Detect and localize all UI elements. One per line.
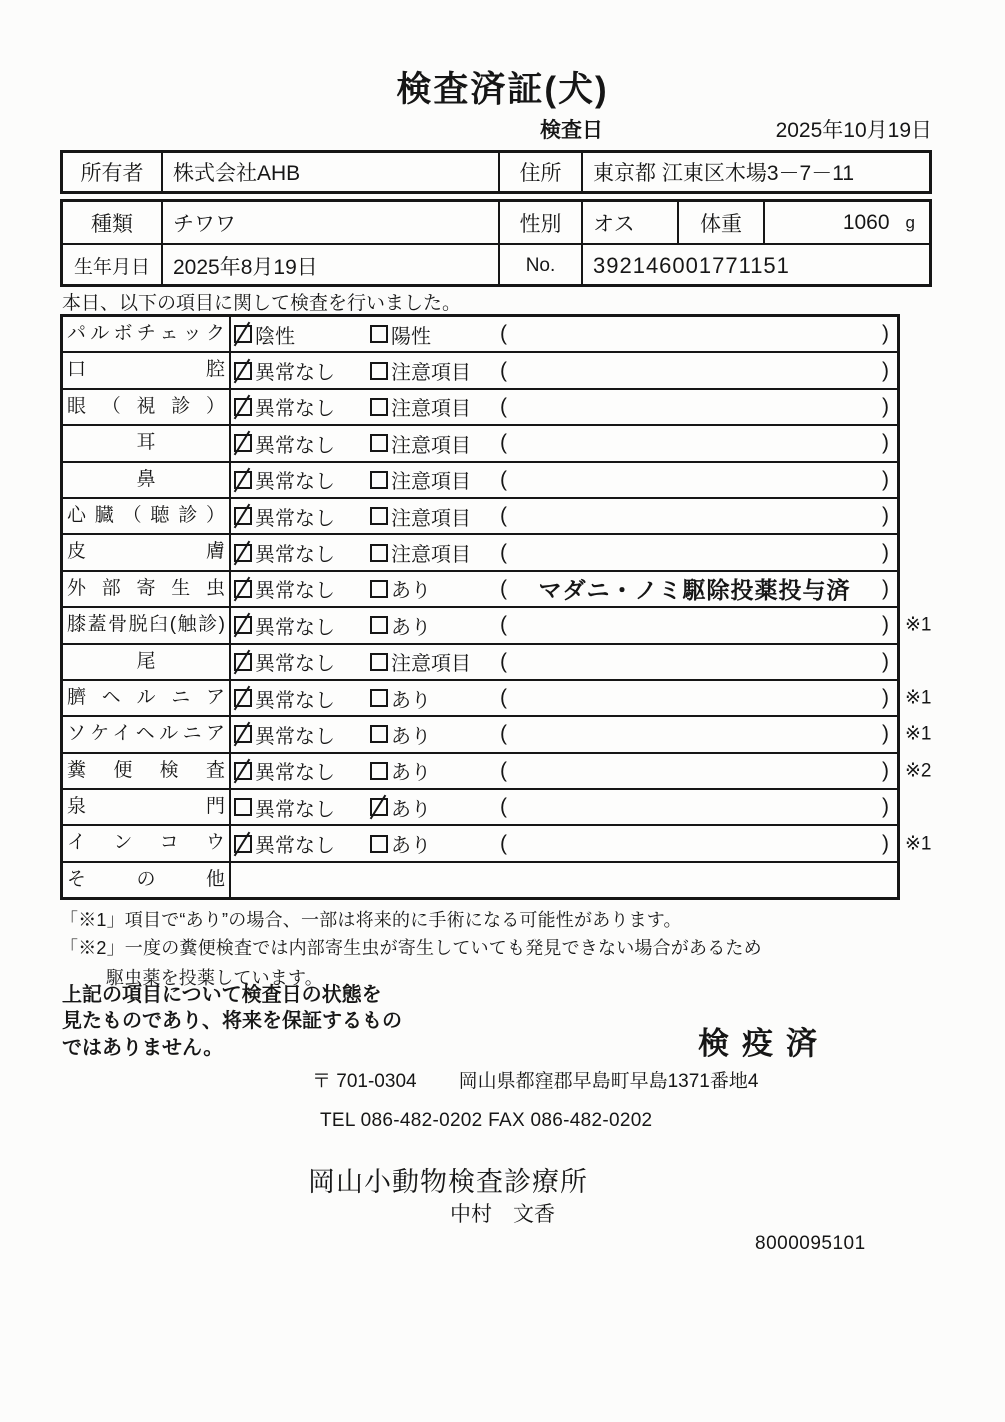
option-attention: 注意項目 — [370, 392, 500, 421]
checklist-table — [60, 314, 932, 900]
option-no-abnormality: 異常なし — [231, 502, 370, 531]
checklist-row-oral — [63, 353, 897, 389]
paren-open: ( — [500, 758, 507, 782]
item-label: 泉門 — [63, 790, 231, 824]
paren-open: ( — [500, 504, 507, 528]
disclaimer-line3: ではありません。 — [62, 1036, 224, 1059]
option-no-abnormality: 異常なし — [231, 465, 370, 494]
paren-close: ) — [882, 467, 889, 491]
checkbox-no-abnormality[interactable] — [234, 798, 252, 816]
option-positive: 陽性 — [370, 320, 500, 349]
disclaimer-line2: 見たものであり、将来を保証するもの — [62, 1010, 402, 1033]
paren-close: ) — [882, 795, 889, 819]
footnote-ref: ※1 — [905, 723, 932, 745]
clinic-address: 岡山県都窪郡早島町早島1371番地4 — [458, 1071, 759, 1092]
checklist-row-ectoparasites — [63, 572, 897, 608]
paren-close: ) — [882, 394, 889, 418]
checklist-row-inguinal-hernia — [63, 717, 932, 753]
address-label: 住所 — [500, 153, 583, 191]
footnote-2-line1: 「※2」一度の糞便検査では内部寄生虫が寄生していても発見できない場合があるため — [60, 938, 762, 958]
option-attention: 注意項目 — [370, 356, 500, 385]
item-label: 口腔 — [63, 353, 231, 387]
remark-parens — [500, 395, 897, 419]
paren-open: ( — [500, 431, 507, 455]
veterinarian-name: 中村 文香 — [450, 1203, 555, 1226]
checkbox-present[interactable] — [370, 725, 388, 743]
option-negative: 陰性 — [231, 320, 370, 349]
option-no-abnormality: 異常なし — [231, 611, 370, 640]
checkbox-attention[interactable] — [370, 434, 388, 452]
item-label: 耳 — [63, 426, 231, 460]
item-label: 鼻 — [63, 463, 231, 497]
checkbox-no-abnormality[interactable] — [234, 653, 252, 671]
item-label: パルボチェック — [63, 317, 231, 351]
breed-label: 種類 — [63, 202, 163, 243]
item-label: その他 — [63, 863, 231, 897]
checkbox-present[interactable] — [370, 580, 388, 598]
checkbox-no-abnormality[interactable] — [234, 580, 252, 598]
intro-sentence: 本日、以下の項目に関して検査を行いました。 — [62, 293, 462, 314]
checklist-row-fecal-exam — [63, 754, 932, 790]
remark-parens — [500, 504, 897, 528]
paren-close: ) — [882, 722, 889, 746]
owner-info-box — [60, 150, 932, 194]
paren-open: ( — [500, 831, 507, 855]
option-present: あり — [370, 574, 500, 603]
option-attention: 注意項目 — [370, 502, 500, 531]
inspection-date-label: 検査日 — [540, 119, 603, 142]
checklist-row-skin — [63, 535, 897, 571]
remark-parens — [500, 686, 897, 710]
remark-parens — [500, 431, 897, 455]
paren-open: ( — [500, 613, 507, 637]
weight-unit: g — [905, 212, 915, 232]
paren-close: ) — [882, 576, 889, 600]
checkbox-no-abnormality[interactable] — [234, 434, 252, 452]
option-no-abnormality: 異常なし — [231, 647, 370, 676]
checkbox-no-abnormality[interactable] — [234, 835, 252, 853]
owner-value: 株式会社AHB — [163, 153, 500, 191]
checklist-row-umbilical-hernia — [63, 681, 932, 717]
inspection-date-value: 2025年10月19日 — [775, 119, 932, 142]
checkbox-attention[interactable] — [370, 544, 388, 562]
item-label: 尾 — [63, 645, 231, 679]
remark-content: マダニ・ノミ駆除投薬投与済 — [538, 577, 851, 604]
inspection-date-line — [540, 114, 932, 144]
quarantine-stamp: 検疫済 — [698, 1026, 830, 1061]
other-empty-cell — [231, 863, 897, 897]
sex-value: オス — [583, 202, 679, 243]
item-label: 心臓（聴診） — [63, 499, 231, 533]
paren-open: ( — [500, 358, 507, 382]
option-no-abnormality: 異常なし — [231, 720, 370, 749]
option-no-abnormality: 異常なし — [231, 392, 370, 421]
checklist-row-tail — [63, 645, 897, 681]
paren-open: ( — [500, 649, 507, 673]
checkbox-no-abnormality[interactable] — [234, 544, 252, 562]
birthdate-value: 2025年8月19日 — [163, 245, 500, 286]
weight-value: 1060 — [842, 210, 890, 234]
checkbox-no-abnormality[interactable] — [234, 725, 252, 743]
footnote-ref: ※1 — [905, 687, 932, 709]
disclaimer-line1: 上記の項目について検査日の状態を — [62, 984, 382, 1006]
birthdate-label: 生年月日 — [63, 245, 163, 286]
option-present: あり — [370, 793, 500, 822]
checkbox-present[interactable] — [370, 616, 388, 634]
checkbox-no-abnormality[interactable] — [234, 507, 252, 525]
checkbox-positive[interactable] — [370, 325, 388, 343]
checklist-row-ears — [63, 426, 897, 462]
paren-open: ( — [500, 795, 507, 819]
paren-close: ) — [882, 322, 889, 346]
option-present: あり — [370, 684, 500, 713]
number-value: 392146001771151 — [593, 252, 790, 278]
remark-parens — [500, 359, 897, 383]
clinic-name: 岡山小動物検査診療所 — [308, 1167, 588, 1197]
remark-parens — [500, 613, 897, 637]
sex-label: 性別 — [500, 202, 583, 243]
checklist-row-cryptorchidism — [63, 826, 932, 862]
option-no-abnormality: 異常なし — [231, 829, 370, 858]
option-present: あり — [370, 756, 500, 785]
paren-open: ( — [500, 722, 507, 746]
item-label: 外部寄生虫 — [63, 572, 231, 606]
option-attention: 注意項目 — [370, 465, 500, 494]
owner-label: 所有者 — [63, 153, 163, 191]
checkbox-present[interactable] — [370, 835, 388, 853]
paren-open: ( — [500, 467, 507, 491]
paren-open: ( — [500, 686, 507, 710]
remark-parens — [500, 322, 897, 346]
number-label: No. — [500, 245, 583, 286]
checkbox-no-abnormality[interactable] — [234, 471, 252, 489]
breed-value: チワワ — [163, 202, 500, 243]
disclaimer — [62, 982, 402, 1061]
weight-label: 体重 — [679, 202, 765, 243]
option-present: あり — [370, 720, 500, 749]
option-no-abnormality: 異常なし — [231, 538, 370, 567]
checkbox-present[interactable] — [370, 689, 388, 707]
footnote-ref: ※2 — [905, 760, 932, 782]
checklist-row-other — [63, 863, 897, 897]
checkbox-attention[interactable] — [370, 362, 388, 380]
item-label: 膝蓋骨脱臼(触診) — [63, 608, 231, 642]
option-attention: 注意項目 — [370, 538, 500, 567]
checkbox-present[interactable] — [370, 762, 388, 780]
option-no-abnormality: 異常なし — [231, 574, 370, 603]
checkbox-no-abnormality[interactable] — [234, 362, 252, 380]
checklist-row-nose — [63, 463, 897, 499]
item-label: インコウ — [63, 826, 231, 860]
item-label: 皮膚 — [63, 535, 231, 569]
paren-close: ) — [882, 758, 889, 782]
checkbox-no-abnormality[interactable] — [234, 398, 252, 416]
paren-close: ) — [882, 649, 889, 673]
footnote-ref: ※1 — [905, 614, 932, 636]
footnote-2-line2: 駆虫薬を投薬しています。 — [106, 968, 323, 988]
option-no-abnormality: 異常なし — [231, 793, 370, 822]
checkbox-present[interactable] — [370, 798, 388, 816]
remark-parens — [500, 759, 897, 783]
paren-open: ( — [500, 540, 507, 564]
item-label: 臍ヘルニア — [63, 681, 231, 715]
paren-close: ) — [882, 540, 889, 564]
checkbox-attention[interactable] — [370, 507, 388, 525]
option-attention: 注意項目 — [370, 647, 500, 676]
paren-close: ) — [882, 504, 889, 528]
option-present: あり — [370, 829, 500, 858]
option-no-abnormality: 異常なし — [231, 429, 370, 458]
paren-close: ) — [882, 431, 889, 455]
checkbox-negative[interactable] — [234, 325, 252, 343]
paren-close: ) — [882, 686, 889, 710]
checklist-row-fontanelle — [63, 790, 897, 826]
checkbox-no-abnormality[interactable] — [234, 616, 252, 634]
weight-value-cell — [765, 202, 929, 243]
footnote-ref: ※1 — [905, 833, 932, 855]
item-label: 眼（視診） — [63, 390, 231, 424]
remark-parens — [500, 795, 897, 819]
postal-code: 〒 701-0304 — [312, 1071, 417, 1092]
remark-parens — [500, 468, 897, 492]
remark-parens — [500, 650, 897, 674]
checkbox-attention[interactable] — [370, 653, 388, 671]
remark-parens — [500, 832, 897, 856]
remark-parens — [500, 541, 897, 565]
paren-close: ) — [882, 613, 889, 637]
checklist-row-patella — [63, 608, 932, 644]
footnote-1: 「※1」項目で“あり”の場合、一部は将来的に手術になる可能性があります。 — [60, 910, 682, 930]
address-value: 東京都 江東区木場3－7－11 — [593, 162, 854, 185]
paren-close: ) — [882, 831, 889, 855]
item-label: 糞便検査 — [63, 754, 231, 788]
option-present: あり — [370, 611, 500, 640]
animal-info-box — [60, 199, 932, 287]
checklist-row-eyes — [63, 390, 897, 426]
serial-number: 8000095101 — [755, 1233, 866, 1254]
option-no-abnormality: 異常なし — [231, 356, 370, 385]
paren-open: ( — [500, 322, 507, 346]
option-attention: 注意項目 — [370, 429, 500, 458]
option-no-abnormality: 異常なし — [231, 684, 370, 713]
clinic-tel-fax: TEL 086-482-0202 FAX 086-482-0202 — [320, 1110, 653, 1131]
checkbox-attention[interactable] — [370, 471, 388, 489]
checkbox-no-abnormality[interactable] — [234, 762, 252, 780]
item-label: ソケイヘルニア — [63, 717, 231, 751]
checkbox-attention[interactable] — [370, 398, 388, 416]
clinic-address-line — [312, 1066, 758, 1093]
option-no-abnormality: 異常なし — [231, 756, 370, 785]
remark-parens — [500, 572, 897, 605]
paren-open: ( — [500, 394, 507, 418]
paren-close: ) — [882, 358, 889, 382]
checklist-row-parvo — [63, 317, 897, 353]
paren-open: ( — [500, 576, 507, 600]
remark-parens — [500, 722, 897, 746]
checkbox-no-abnormality[interactable] — [234, 689, 252, 707]
checklist-row-heart — [63, 499, 897, 535]
page-title: 検査済証(犬) — [396, 70, 609, 109]
